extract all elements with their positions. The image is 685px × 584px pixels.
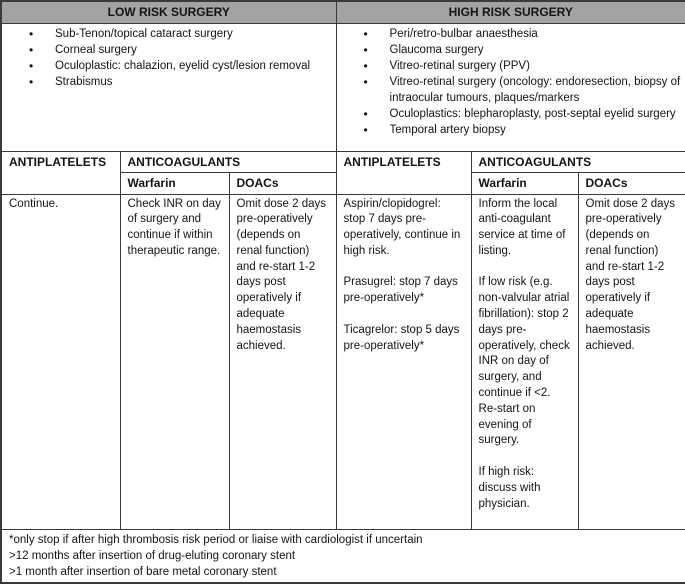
footnote-line: >1 month after insertion of bare metal coronary stent	[9, 565, 277, 578]
guidance-paragraph	[479, 449, 571, 465]
drug-class-header-row	[1, 151, 685, 172]
procedure-item: • Oculoplastics: blepharoplasty, post-septal eyelid surgery	[337, 106, 685, 122]
guidance-paragraph: Omit dose 2 days pre-operatively (depends on renal function) and re-start 1-2 days post operatively if adequate haemostasis achieved.	[585, 197, 675, 352]
high-warfarin-cell	[471, 194, 578, 529]
procedure-item: • Peri/retro-bulbar anaesthesia	[337, 26, 685, 42]
guidance-paragraph: Check INR on day of surgery and continue if within therapeutic range.	[127, 197, 221, 257]
low-antiplatelets-header: ANTIPLATELETS	[1, 151, 120, 194]
high-antiplatelets-header: ANTIPLATELETS	[336, 151, 471, 194]
guidance-paragraph: Prasugrel: stop 7 days pre-operatively*	[343, 276, 458, 305]
low-risk-procedures-cell	[1, 23, 336, 151]
low-doacs-cell	[229, 194, 336, 529]
high-warfarin-header: Warfarin	[471, 172, 578, 194]
high-risk-procedures-cell	[336, 23, 685, 151]
high-risk-procedures-list	[337, 24, 685, 138]
footnotes-cell	[1, 529, 685, 583]
low-antiplatelets-cell	[1, 194, 120, 529]
guidance-paragraph	[344, 260, 464, 276]
guidance-paragraph	[479, 260, 571, 276]
guidance-paragraph: Inform the local anti-coagulant service at time of listing.	[478, 197, 566, 257]
procedure-item: • Temporal artery biopsy	[337, 122, 685, 138]
high-risk-surgery-header: HIGH RISK SURGERY	[336, 1, 685, 23]
procedure-item: • Vitreo-retinal surgery (oncology: endoresection, biopsy of intraocular tumours, plaques/markers	[337, 74, 685, 106]
guidance-paragraph: If low risk (e.g. non-valvular atrial fibrillation): stop 2 days pre-operatively, check INR on day of surgery, and continue if <2. Re-start on evening of surgery.	[478, 276, 570, 447]
management-row	[1, 194, 685, 529]
low-doacs-header: DOACs	[229, 172, 336, 194]
procedure-item: • Strabismus	[2, 74, 336, 90]
footnotes-row	[1, 529, 685, 583]
procedure-item: • Vitreo-retinal surgery (PPV)	[337, 58, 685, 74]
high-anticoagulants-header: ANTICOAGULANTS	[471, 151, 685, 172]
procedure-item: • Corneal surgery	[2, 42, 336, 58]
high-doacs-cell	[578, 194, 685, 529]
low-warfarin-header: Warfarin	[120, 172, 229, 194]
procedure-item: • Sub-Tenon/topical cataract surgery	[2, 26, 336, 42]
guidance-paragraph: Continue.	[9, 197, 59, 210]
footnote-line: >12 months after insertion of drug-eluting coronary stent	[9, 549, 296, 562]
low-risk-procedures-list	[2, 24, 336, 90]
guidance-paragraph	[344, 307, 464, 323]
low-risk-surgery-header: LOW RISK SURGERY	[1, 1, 336, 23]
high-antiplatelets-cell	[336, 194, 471, 529]
risk-header-row	[1, 1, 685, 23]
low-warfarin-cell	[120, 194, 229, 529]
procedures-row	[1, 23, 685, 151]
guidance-paragraph: Omit dose 2 days pre-operatively (depends on renal function) and re-start 1-2 days post operatively if adequate haemostasis achieved.	[236, 197, 326, 352]
guidance-paragraph: If high risk: discuss with physician.	[478, 466, 541, 510]
high-doacs-header: DOACs	[578, 172, 685, 194]
footnote-line: *only stop if after high thrombosis risk period or liaise with cardiologist if uncertain	[9, 533, 423, 546]
guidance-paragraph: Aspirin/clopidogrel: stop 7 days pre-operatively, continue in high risk.	[343, 197, 461, 257]
procedure-item: • Glaucoma surgery	[337, 42, 685, 58]
procedure-item: • Oculoplastic: chalazion, eyelid cyst/lesion removal	[2, 58, 336, 74]
guidance-paragraph: Ticagrelor: stop 5 days pre-operatively*	[343, 323, 460, 352]
low-anticoagulants-header: ANTICOAGULANTS	[120, 151, 336, 172]
